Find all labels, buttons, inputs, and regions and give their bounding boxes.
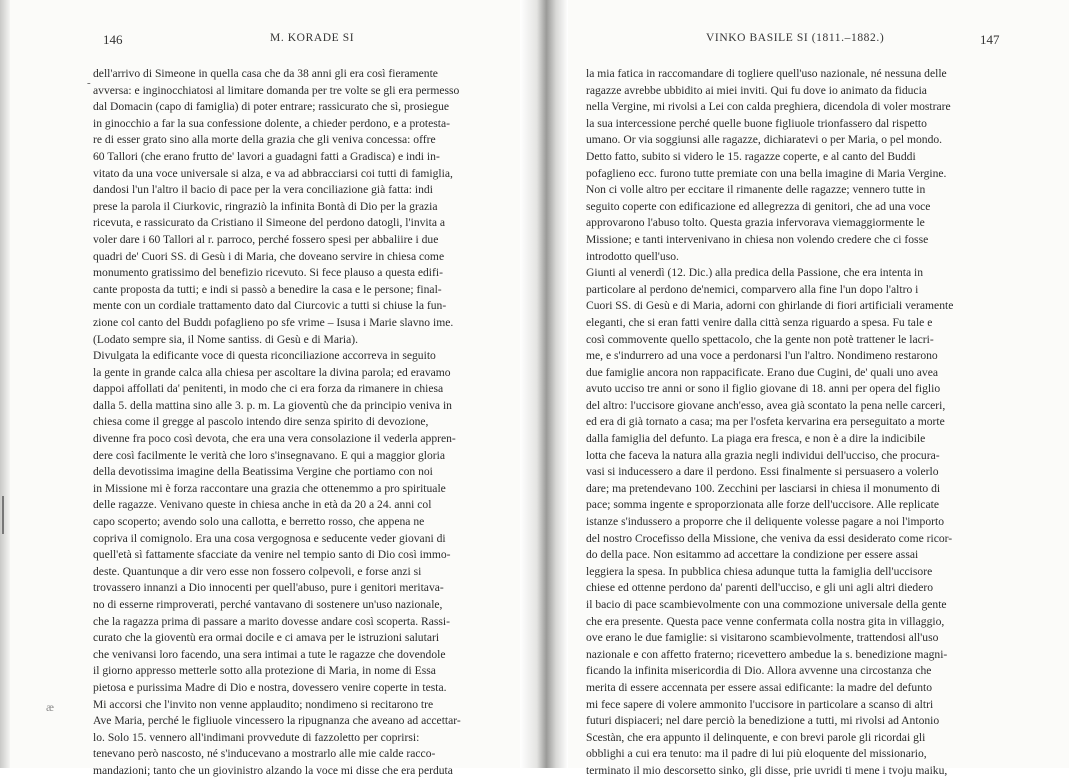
text-line: dalla famiglia del defunto. La piaga era fresca, e non è a dire la indicibile — [586, 432, 926, 446]
text-line: pace; somma ingente e sproporzionata alle forze dell'uccisore. Alle replicate — [586, 498, 939, 512]
text-line: mandazioni; tanto che un giovinistro alzando la voce mi disse che era perduta — [93, 763, 453, 777]
text-line: del nostro Crocefisso della Missione, che veniva da essi desiderato come ricor- — [586, 531, 953, 545]
text-line: che era presente. Questa pace venne confermata colla nostra gita in villaggio, — [586, 614, 945, 628]
text-line: la gente in grande calca alla chiesa per ascoltare la divina parola; ed eravamo — [93, 365, 451, 379]
text-line: lotta che faceva la natura alla grazia negli individui dell'ucciso, che procura- — [586, 448, 940, 462]
text-line: mi fece sapere di volere ammonito l'uccisore in particolare a scanso di altri — [586, 697, 934, 711]
text-line: così commovente quello spettacolo, che la gente non potè trattener le lacri- — [586, 332, 934, 346]
text-line: il bacio di pace scambievolmente con una commozione universale della gente — [586, 598, 947, 611]
margin-annotation: æ — [46, 700, 55, 714]
text-line: ove erano le due famiglie: si visitarono scambievolmente, trattendosi all'uso — [586, 631, 939, 645]
text-line: futuri dispiaceri; nel dare perciò la benedizione a tutti, mi rivolsi ad Antonio — [586, 714, 940, 728]
text-line: capo scoperto; avendo solo una callotta, e berretto rosso, che appena ne — [93, 515, 425, 529]
text-line: nazionale e con affetto fraterno; ricevettero ambedue la s. benedizione magni- — [586, 647, 948, 661]
text-line: particolare al perdono de'nemici, comparvero alla fine l'un dopo l'altro i — [586, 282, 919, 296]
text-line: Cuori SS. di Gesù e di Maria, adorni con ghirlande di fiori artificiali veramente — [586, 299, 954, 313]
text-line: dare; ma pretendevano 100. Zecchini per lasciarsi in chiesa il monumento di — [586, 481, 941, 495]
text-line: due famiglie ancora non rappacificate. Erano due Cugini, de' quali uno avea — [586, 365, 939, 379]
text-line: do della pace. Non esitammo ad accettare la condizione per essere assai — [586, 548, 919, 562]
text-line: trovassero innanzi a Dio innocenti per quell'abuso, pure i genitori meritava- — [93, 581, 444, 595]
text-line: pietosa e purissima Madre di Dio e nostra, dovessero venire coperte in testa. — [93, 680, 447, 694]
text-line: dell'arrivo di Simeone in quella casa che da 38 anni gli era così fieramente — [93, 67, 438, 80]
text-line: che venivansi loro facendo, una sera intimai a tute le ragazze che dovendole — [93, 647, 446, 661]
book-gutter — [520, 0, 568, 768]
text-line: Scestàn, che era appunto il delinquente, e con brevi parole gli ricordai gli — [586, 730, 926, 744]
text-line: vasi si inducessero a dare il perdono. Essi finalmente si persuasero a volerlo — [586, 465, 939, 479]
right-page — [548, 0, 1069, 777]
text-line: chiesa come il gregge al pascolo intendo dire senza spirito di devozione, — [93, 415, 429, 429]
page-number: 147 — [980, 32, 1000, 47]
text-line: merita di essere accennata per essere assai edificante: la madre del defunto — [586, 680, 933, 694]
text-body — [586, 66, 1048, 780]
text-line: (Lodato sempre sia, il Nome santiss. di Gesù e di Maria). — [93, 332, 358, 346]
text-line: leggiera la spesa. In pubblica chiesa adunque tutta la famiglia dell'uccisore — [586, 564, 933, 578]
text-line: dal Domacin (capo di famiglia) di poter entrare; rassicurato che sì, prosiegue — [93, 100, 450, 114]
text-line: eleganti, che si eran fatti venire dalla città senza riguardo a spesa. Fu tale e — [586, 315, 933, 329]
text-line: pofaglieno ecc. furono tutte premiate con una bella imagine di Maria Vergine. — [586, 166, 947, 180]
text-line: la sua intercessione perché quelle buone figliuole trionfassero dal rispetto — [586, 116, 927, 130]
text-line: Non ci volle altro per eccitare il rimanente delle ragazze; vennero tutte in — [586, 183, 926, 197]
text-line: me, e s'indurrero ad una voce a perdonarsi l'un l'altro. Nondimeno restarono — [586, 349, 938, 363]
page-number: 146 — [103, 32, 123, 47]
text-line: deste. Quantunque a dir vero esse non fossero colpevoli, e forse anzi si — [93, 564, 422, 578]
text-line: Missione; e tanti intervenivano in chiesa non volendo credere che ci fosse — [586, 232, 929, 246]
text-line: introdotto quell'uso. — [586, 249, 679, 263]
text-line: dalla 5. della mattina sino alle 3. p. m. La gioventù che da principio veniva in — [93, 398, 452, 412]
text-line: divenne fra poco così devota, che era una vera consolazione il vederla appren- — [93, 432, 456, 446]
text-line: ragazze avrebbe ubbidito ai miei inviti. Qui fu dove io animato da fiducia — [586, 83, 927, 97]
text-line: Ave Maria, perché le figliuole vincessero la ripugnanza che aveano ad accettar- — [93, 714, 461, 728]
text-line: umano. Or via soggiunsi alle ragazze, dichiaratevi o per Maria, o pel mondo. — [586, 133, 943, 147]
text-line: del altro: l'uccisore giovane anch'esso, avea già scontato la pena nelle carceri, — [586, 398, 946, 412]
text-line: in Missione mi è forza raccontare una grazia che ottenemmo a pro spirituale — [93, 481, 446, 495]
margin-dash: - — [87, 77, 91, 89]
text-line: dappoi affollati da' penitenti, in modo che ci era forza da rimanere in chiesa — [93, 382, 444, 396]
running-head: VINKO BASILE SI (1811.–1882.) — [706, 32, 885, 44]
text-line: lo. Solo 15. vennero all'indimani provvedute di fazzoletto per coprirsi: — [93, 730, 420, 744]
text-line: avversa: e inginocchiatosi al limitare domanda per tre volte se gli era permesso — [93, 83, 460, 97]
text-line: quell'età sì fattamente sfacciate da venire nel tempio santo di Dio così immo- — [93, 548, 451, 562]
text-line: re di esser grato sino alla morte della grazia che gli veniva concessa: offre — [93, 133, 436, 147]
text-line: Mi accorsi che l'invito non venne applaudito; nondimeno si recitarono tre — [93, 697, 434, 711]
text-line: no di esserne rimproverati, perché vantavano di sostenere un'uso nazionale, — [93, 598, 443, 611]
text-line: il giorno appresso metterle sotto alla protezione di Maria, in nome di Essa — [93, 664, 436, 678]
text-line: che la ragazza prima di passare a marito dovesse andare così scoperta. Rassi- — [93, 614, 450, 628]
text-line: obblighi a cui era tenuto: ma il padre di lui più eloquente del missionario, — [586, 747, 927, 761]
text-line: tenevano però nascosto, né s'inducevano a mostrarlo alle mie calde racco- — [93, 747, 436, 761]
text-line: quadri de' Cuori SS. di Gesù i di Maria, che doveano servire in chiesa come — [93, 249, 445, 263]
text-line: voler dare i 60 Tallori al r. parroco, perché fossero spesi per abbaliire i due — [93, 232, 439, 246]
text-line: chiese ed ottenne perdono da' parenti dell'ucciso, e gli uni agli altri diedero — [586, 581, 934, 595]
text-line: copriva il comignolo. Era una cosa vergognosa e seducente veder giovani di — [93, 531, 446, 545]
text-line: ed era di già tornato a casa; ma per l'osfeta kervarina era perseguitato a morte — [586, 415, 945, 429]
text-line: ricevuta, e rassicurato da Cristiano il Simeone del perdono datogli, l'invita a — [93, 216, 446, 230]
text-line: prese la parola il Ciurkovic, ringraziò la infinita Bontà di Dio per la grazia — [93, 199, 438, 213]
text-line: curato che la gioventù era ormai docile e ci amava per le istruzioni salutari — [93, 631, 440, 645]
text-line: monumento gratissimo del benefizio ricevuto. Si fece plauso a questa edifi- — [93, 266, 443, 280]
text-line: 60 Tallori (che erano frutto de' lavori a guadagni fatti a Gradisca) e indi in- — [93, 149, 440, 163]
text-line: seguito coperte con edificazione ed allegrezza di genitori, che ad una voce — [586, 199, 931, 213]
text-line: istanze s'indussero a proporre che il deliquente volesse pagare a noi l'importo — [586, 515, 944, 529]
text-line: la mia fatica in raccomandare di togliere quell'uso nazionale, né nessuna delle — [586, 67, 947, 80]
text-line: Divulgata la edificante voce di questa riconciliazione accorreva in seguito — [93, 349, 436, 363]
text-line: avuto ucciso tre anni or sono il figlio giovane di 18. anni per opera del figlio — [586, 382, 941, 396]
text-line: dandosi l'un l'altro il bacio di pace per la vera conciliazione già fatta: indi — [93, 183, 433, 197]
text-line: terminato il mio descorsetto sinko, gli disse, prie uvridi ti mene i tvoju maiku, — [586, 763, 948, 777]
text-line: nella Vergine, mi rivolsi a Lei con calda preghiera, dicendola di voler mostrare — [586, 100, 951, 114]
text-line: della devotissima imagine della Beatissima Vergine che portiamo con noi — [93, 465, 433, 479]
text-line: Giunti al venerdì (12. Dic.) alla predica della Passione, che era intenta in — [586, 266, 924, 280]
text-line: cante proposta da tutti; e indi si passò a benedire la casa e le persone; final- — [93, 282, 442, 296]
text-line: ficando la infinita misericordia di Dio. Allora avvenne una circostanza che — [586, 664, 932, 678]
text-line: mente con un cordiale trattamento dato dal Ciurcovic a tutti si chiuse la fun- — [93, 299, 447, 313]
text-line: delle ragazze. Venivano queste in chiesa anche in età da 20 a 24. anni col — [93, 498, 432, 512]
text-line: vitato da una voce universale si alza, e va ad abbracciarsi coi tutti di famiglia, — [93, 166, 453, 180]
text-line: Detto fatto, subito si videro le 15. ragazze coperte, e al canto del Buddi — [586, 149, 916, 163]
text-line: in ginocchio a far la sua confessione dolente, a chieder perdono, e a protesta- — [93, 116, 451, 130]
running-head: M. KORADE SI — [270, 32, 355, 44]
text-line: dere così facilmente le verità che loro s'insegnavano. E qui a maggior gloria — [93, 448, 446, 462]
text-body — [93, 66, 523, 780]
text-line: zione col canto del Buddı pofaglieno po sfe vrime – Isusa i Marie slavno ime. — [93, 315, 454, 329]
text-line: approvarono l'abuso tolto. Questa grazia infervorava viemaggiormente le — [586, 216, 925, 230]
